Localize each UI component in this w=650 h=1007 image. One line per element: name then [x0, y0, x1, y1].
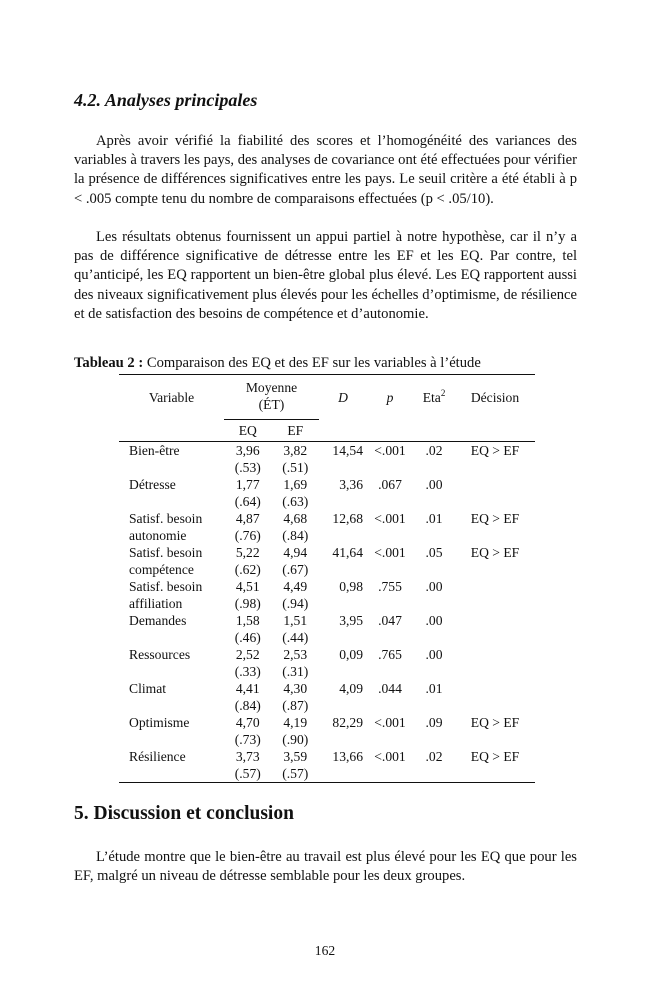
variable-line2: affiliation	[129, 596, 183, 611]
table-row	[119, 510, 535, 544]
cell-decision: EQ > EF	[470, 443, 520, 458]
cell-ef	[272, 510, 320, 544]
cell-ef	[272, 442, 320, 477]
ef-sd: (.67)	[282, 562, 309, 577]
ef-mean: 1,51	[283, 613, 308, 628]
ef-sd: (.94)	[282, 596, 309, 611]
cell-d: 0,09	[339, 647, 363, 662]
variable-line1: Résilience	[129, 749, 186, 764]
cell-ef	[272, 476, 320, 510]
cell-p: <.001	[374, 715, 406, 730]
paragraph-discussion: L’étude montre que le bien-être au travail est plus élevé pour les EQ que pour les EF, malgré un niveau de détresse semblable pour les deux groupes.	[74, 849, 577, 885]
ef-sd: (.51)	[282, 460, 309, 475]
variable-line1: Demandes	[129, 613, 187, 628]
page-number: 162	[314, 943, 336, 958]
cell-variable	[119, 680, 224, 714]
table-row	[119, 442, 535, 477]
cell-p: <.001	[374, 511, 406, 526]
cell-eta: .00	[425, 579, 443, 594]
table-caption-text: Comparaison des EQ et des EF sur les variables à l’étude	[143, 355, 481, 371]
subheader-blank	[367, 419, 413, 442]
cell-p: .755	[378, 579, 402, 594]
col-header-eta	[413, 375, 455, 420]
cell-decision	[455, 612, 535, 646]
eq-sd: (.57)	[234, 766, 261, 781]
cell-decision: EQ > EF	[470, 715, 520, 730]
cell-variable	[119, 476, 224, 510]
cell-p: .044	[378, 681, 402, 696]
ef-sd: (.84)	[282, 528, 309, 543]
variable-line1: Satisf. besoin	[129, 511, 203, 526]
eq-sd: (.73)	[234, 732, 261, 747]
cell-ef	[272, 612, 320, 646]
cell-eq	[224, 714, 272, 748]
cell-eq	[224, 748, 272, 783]
eq-sd: (.46)	[234, 630, 261, 645]
eq-sd: (.76)	[234, 528, 261, 543]
ef-sd: (.57)	[282, 766, 309, 781]
cell-p: .047	[378, 613, 402, 628]
cell-variable	[119, 646, 224, 680]
eq-sd: (.33)	[234, 664, 261, 679]
ef-mean: 3,82	[283, 443, 308, 458]
ef-sd: (.63)	[282, 494, 309, 509]
cell-d: 13,66	[319, 748, 367, 783]
subheader-blank	[319, 419, 367, 442]
eq-mean: 4,87	[235, 511, 260, 526]
ef-mean: 1,69	[283, 477, 308, 492]
table-row	[119, 680, 535, 714]
col-header-eta-sup: 2	[440, 387, 446, 398]
col-header-moyenne	[224, 375, 319, 420]
cell-variable	[119, 578, 224, 612]
section-heading: 5. Discussion et conclusion	[74, 803, 294, 824]
table-caption-label: Tableau 2 :	[74, 355, 144, 371]
ef-mean: 4,94	[283, 545, 308, 560]
cell-ef	[272, 646, 320, 680]
cell-variable	[119, 714, 224, 748]
table-row	[119, 578, 535, 612]
ef-mean: 3,59	[283, 749, 308, 764]
cell-p: <.001	[374, 443, 406, 458]
cell-decision: EQ > EF	[470, 511, 520, 526]
ef-mean: 4,19	[283, 715, 308, 730]
ef-mean: 4,49	[283, 579, 308, 594]
cell-eq	[224, 476, 272, 510]
cell-eq	[224, 510, 272, 544]
table-row	[119, 476, 535, 510]
cell-d: 41,64	[332, 545, 363, 560]
cell-d: 14,54	[332, 443, 363, 458]
section-subheading: 4.2. Analyses principales	[74, 90, 258, 110]
cell-variable	[119, 442, 224, 477]
cell-ef	[272, 544, 320, 578]
cell-d: 3,95	[339, 613, 363, 628]
variable-line1: Satisf. besoin	[129, 545, 203, 560]
cell-eq	[224, 442, 272, 477]
eq-mean: 1,58	[235, 613, 260, 628]
cell-ef	[272, 578, 320, 612]
cell-eq	[224, 578, 272, 612]
cell-variable	[119, 748, 224, 783]
cell-ef	[272, 748, 320, 783]
cell-eq	[224, 612, 272, 646]
cell-eta: .02	[425, 443, 443, 458]
cell-decision	[455, 476, 535, 510]
eq-sd: (.98)	[234, 596, 261, 611]
subheader-ef: EF	[272, 419, 320, 442]
cell-p: .765	[378, 647, 402, 662]
cell-p: .067	[378, 477, 402, 492]
cell-variable	[119, 544, 224, 578]
cell-eta: .01	[425, 681, 443, 696]
col-header-decision: Décision	[455, 375, 535, 420]
results-table	[119, 374, 535, 783]
cell-d: 82,29	[332, 715, 363, 730]
ef-mean: 4,30	[283, 681, 308, 696]
eq-mean: 4,51	[235, 579, 260, 594]
eq-mean: 2,52	[235, 647, 260, 662]
cell-eta: .00	[425, 477, 443, 492]
ef-sd: (.31)	[282, 664, 309, 679]
eq-mean: 1,77	[235, 477, 260, 492]
variable-line1: Optimisme	[129, 715, 190, 730]
ef-mean: 4,68	[283, 511, 308, 526]
variable-line2: compétence	[129, 562, 194, 577]
cell-eq	[224, 646, 272, 680]
subheader-eq: EQ	[224, 419, 272, 442]
table-row	[119, 748, 535, 783]
cell-variable	[119, 510, 224, 544]
subheader-blank	[119, 419, 224, 442]
col-header-p: p	[367, 375, 413, 420]
ef-sd: (.44)	[282, 630, 309, 645]
ef-sd: (.90)	[282, 732, 309, 747]
cell-decision: EQ > EF	[470, 545, 520, 560]
paragraph-analyses-2: Les résultats obtenus fournissent un appui partiel à notre hypothèse, car il n’y a pas de différence significative de détresse entre les EF et les EQ. Par contre, tel qu’anticipé, les EQ rapportent un bien-être global plus élevé. Les EQ rapportent aussi des niveaux significativement plus élevés pour les échelles d’optimisme, de résilience et de satisfaction des besoins de compétence et d’autonomie.	[74, 229, 577, 322]
table-row	[119, 612, 535, 646]
subheader-blank	[455, 419, 535, 442]
paragraph-analyses-1: Après avoir vérifié la fiabilité des scores et l’homogénéité des variances des variables à travers les pays, des analyses de covariance ont été effectuées pour vérifier la présence de différences significatives entre les pays. Le seuil critère a été établi à p < .005 compte tenu du nombre de comparaisons effectuées (p < .05/10).	[74, 133, 577, 207]
cell-eta: .01	[425, 511, 443, 526]
eq-sd: (.62)	[234, 562, 261, 577]
col-header-d: D	[319, 375, 367, 420]
cell-eta: .05	[425, 545, 443, 560]
eq-sd: (.53)	[234, 460, 261, 475]
cell-d: 12,68	[332, 511, 363, 526]
cell-decision	[455, 578, 535, 612]
variable-line1: Détresse	[129, 477, 176, 492]
table-caption	[74, 355, 481, 372]
eq-mean: 4,41	[235, 681, 260, 696]
cell-variable	[119, 612, 224, 646]
cell-eta: .09	[425, 715, 443, 730]
table-row	[119, 646, 535, 680]
variable-line1: Bien-être	[129, 443, 180, 458]
cell-ef	[272, 680, 320, 714]
col-header-variable: Variable	[119, 375, 224, 420]
cell-p: <.001	[367, 748, 413, 783]
cell-eq	[224, 544, 272, 578]
cell-decision	[455, 646, 535, 680]
table-row	[119, 544, 535, 578]
cell-eta: .02	[413, 748, 455, 783]
eq-sd: (.64)	[234, 494, 261, 509]
cell-ef	[272, 714, 320, 748]
eq-mean: 3,73	[235, 749, 260, 764]
cell-d: 4,09	[339, 681, 363, 696]
col-header-eta-text: Eta	[422, 389, 441, 405]
cell-eta: .00	[425, 647, 443, 662]
eq-mean: 3,96	[235, 443, 260, 458]
variable-line1: Satisf. besoin	[129, 579, 203, 594]
variable-line1: Ressources	[129, 647, 191, 662]
cell-eta: .00	[425, 613, 443, 628]
col-header-moyenne-line2: (ÉT)	[258, 397, 285, 412]
eq-mean: 5,22	[235, 545, 260, 560]
cell-decision: EQ > EF	[455, 748, 535, 783]
cell-d: 3,36	[339, 477, 363, 492]
variable-line1: Climat	[129, 681, 167, 696]
eq-mean: 4,70	[235, 715, 260, 730]
table-row	[119, 714, 535, 748]
ef-mean: 2,53	[283, 647, 308, 662]
cell-eq	[224, 680, 272, 714]
col-header-moyenne-line1: Moyenne	[245, 380, 298, 395]
cell-decision	[455, 680, 535, 714]
cell-d: 0,98	[339, 579, 363, 594]
cell-p: <.001	[374, 545, 406, 560]
eq-sd: (.84)	[234, 698, 261, 713]
variable-line2: autonomie	[129, 528, 187, 543]
ef-sd: (.87)	[282, 698, 309, 713]
subheader-blank	[413, 419, 455, 442]
